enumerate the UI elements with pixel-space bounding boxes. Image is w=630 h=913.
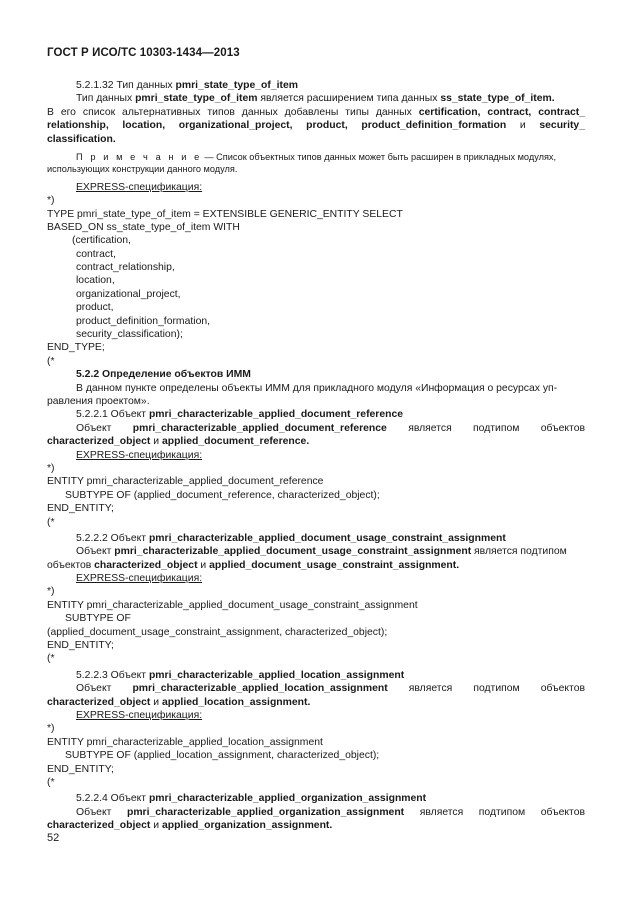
express-label: EXPRESS-спецификация:	[76, 573, 203, 585]
paragraph-line: relationship, location, organizational_project, product, product_definition_formation и security_	[47, 120, 585, 132]
code-line: *)	[47, 462, 55, 474]
paragraph-line: объектов characterized_object и applied_document_usage_constraint_assignment.	[47, 559, 460, 571]
note-line: использующих конструкции данного модуля.	[47, 164, 238, 175]
code-line: (*	[47, 516, 55, 528]
code-line: contract_relationship,	[76, 262, 175, 274]
code-line: TYPE pmri_state_type_of_item = EXTENSIBLE GENERIC_ENTITY SELECT	[47, 208, 403, 220]
paragraph-line: Объект pmri_characterizable_applied_document_reference является подтипом объектов	[76, 422, 585, 434]
code-line: END_TYPE;	[47, 342, 105, 354]
paragraph-line: В данном пункте определены объекты ИММ для прикладного модуля «Информация о ресурсах уп-	[76, 382, 558, 394]
code-line: ENTITY pmri_characterizable_applied_document_reference	[47, 476, 324, 488]
paragraph-line: Тип данных pmri_state_type_of_item является расширением типа данных ss_state_type_of_item.	[76, 93, 555, 105]
code-line: *)	[47, 586, 55, 598]
section-heading: 5.2.2.1 Объект pmri_characterizable_applied_document_reference	[76, 409, 404, 421]
code-line: product,	[76, 302, 114, 314]
code-line: (*	[47, 653, 55, 665]
code-line: (certification,	[72, 235, 131, 247]
code-line: (*	[47, 355, 55, 367]
paragraph-line: Объект pmri_characterizable_applied_organization_assignment является подтипом объектов	[76, 806, 585, 818]
code-line: contract,	[76, 248, 116, 260]
code-line: SUBTYPE OF	[65, 613, 131, 625]
section-heading: 5.2.1.32 Тип данных pmri_state_type_of_item	[76, 80, 298, 91]
code-line: product_definition_formation,	[76, 315, 211, 327]
code-line: ENTITY pmri_characterizable_applied_location_assignment	[47, 736, 323, 748]
document-body	[47, 79, 585, 832]
paragraph-line: Объект pmri_characterizable_applied_document_usage_constraint_assignment является подтипом	[76, 546, 567, 558]
paragraph-line: Объект pmri_characterizable_applied_location_assignment является подтипом объектов	[76, 683, 585, 695]
document-header: ГОСТ Р ИСО/ТС 10303-1434—2013	[47, 47, 240, 59]
section-heading: 5.2.2.2 Объект pmri_characterizable_applied_document_usage_constraint_assignment	[76, 532, 506, 544]
code-line: security_classification);	[76, 329, 183, 341]
section-heading: 5.2.2 Определение объектов ИММ	[76, 369, 251, 381]
note-line: П р и м е ч а н и е — Список объектных типов данных может быть расширен в прикладных модулях,	[76, 151, 557, 162]
code-line: (applied_document_usage_constraint_assignment, characterized_object);	[47, 626, 388, 638]
paragraph-line: В его список альтернативных типов данных добавлены типы данных certification, contract, contract_	[47, 106, 585, 118]
code-line: (*	[47, 776, 55, 788]
paragraph-line: characterized_object и applied_location_assignment.	[47, 696, 311, 708]
code-line: END_ENTITY;	[47, 640, 114, 652]
express-label: EXPRESS-спецификация:	[76, 181, 203, 193]
express-label: EXPRESS-спецификация:	[76, 709, 203, 721]
paragraph-line: classification.	[47, 133, 116, 145]
page-number: 52	[47, 832, 60, 844]
code-line: *)	[47, 723, 55, 735]
section-heading: 5.2.2.4 Объект pmri_characterizable_applied_organization_assignment	[76, 793, 427, 805]
code-line: location,	[76, 275, 115, 287]
code-line: BASED_ON ss_state_type_of_item WITH	[47, 221, 240, 233]
paragraph-line: characterized_object и applied_organization_assignment.	[47, 820, 333, 832]
paragraph-line: равления проектом».	[47, 395, 150, 407]
express-label: EXPRESS-спецификация:	[76, 449, 203, 461]
code-line: SUBTYPE OF (applied_document_reference, characterized_object);	[65, 489, 380, 501]
code-line: END_ENTITY;	[47, 503, 114, 515]
code-line: *)	[47, 195, 55, 207]
paragraph-line: characterized_object и applied_document_reference.	[47, 436, 310, 448]
code-line: SUBTYPE OF (applied_location_assignment, characterized_object);	[65, 750, 380, 762]
code-line: ENTITY pmri_characterizable_applied_document_usage_constraint_assignment	[47, 599, 418, 611]
code-line: END_ENTITY;	[47, 763, 114, 775]
code-line: organizational_project,	[76, 288, 181, 300]
section-heading: 5.2.2.3 Объект pmri_characterizable_applied_location_assignment	[76, 669, 405, 681]
